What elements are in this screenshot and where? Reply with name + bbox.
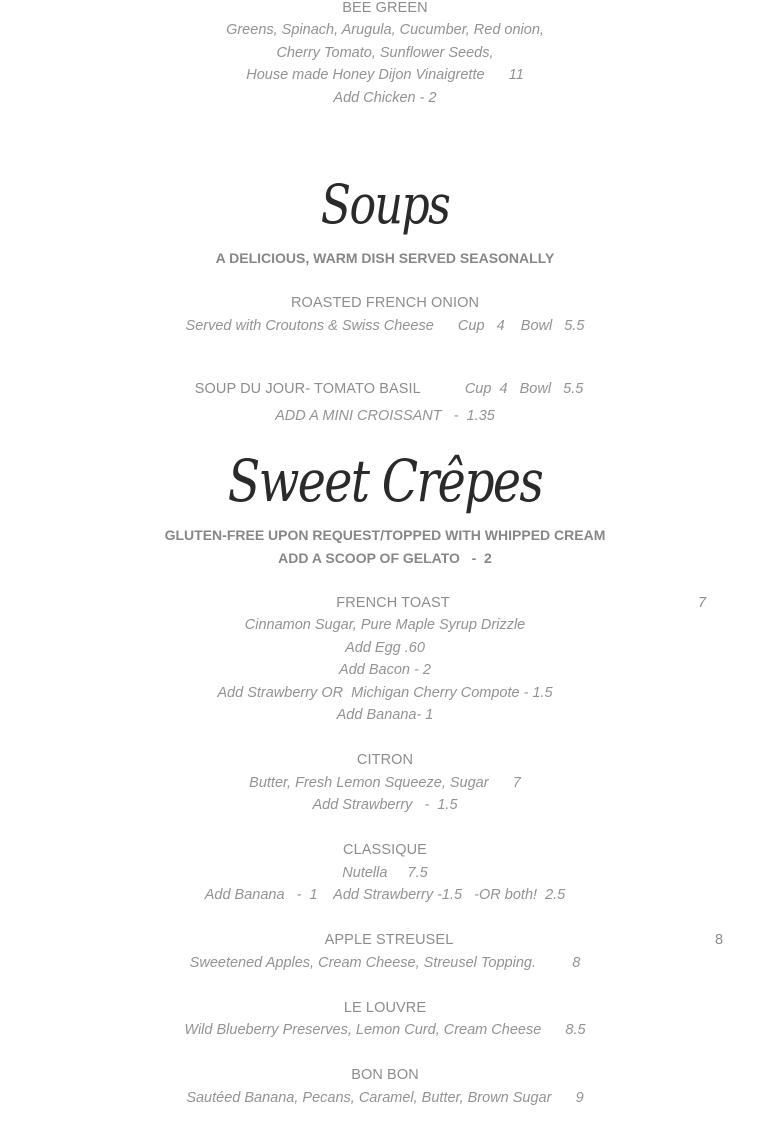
crepe-item-name: APPLE STREUSEL (324, 932, 454, 948)
crepe-item-line: Cinnamon Sugar, Pure Maple Syrup Drizzle (244, 617, 526, 633)
soup-du-jour-name: SOUP DU JOUR- TOMATO BASIL (194, 381, 421, 397)
crepe-item-line: Butter, Fresh Lemon Squeeze, Sugar 7 (249, 775, 521, 791)
crepe-item-name: CITRON (356, 752, 414, 768)
soups-title: Soups (320, 173, 450, 236)
crepes-title: Sweet Crêpes (227, 447, 543, 515)
salad-desc-2: Cherry Tomato, Sunflower Seeds, (276, 45, 494, 61)
crepe-item-name: CLASSIQUE (343, 842, 427, 858)
soup-du-jour-prices: Cup 4 Bowl 5.5 (464, 381, 584, 397)
salad-addon: Add Chicken - 2 (333, 90, 437, 106)
crepe-item-price: 8 (715, 932, 724, 948)
soups-subtitle: A DELICIOUS, WARM DISH SERVED SEASONALLY (215, 250, 555, 266)
crepes-subtitle-1: GLUTEN-FREE UPON REQUEST/TOPPED WITH WHIPPED CREAM (164, 527, 606, 543)
crepe-item-line: Add Strawberry OR Michigan Cherry Compote - 1.5 (217, 685, 553, 701)
salad-name: BEE GREEN (342, 0, 428, 16)
crepe-item-line: Sweetened Apples, Cream Cheese, Streusel Topping. 8 (189, 955, 581, 971)
crepe-item-line: Add Strawberry - 1.5 (312, 797, 458, 813)
crepe-item-name: LE LOUVRE (343, 1000, 427, 1016)
crepe-item-line: Nutella 7.5 (342, 865, 428, 881)
crepe-item-price: 7 (698, 595, 707, 611)
crepe-item-line: Add Banana - 1 Add Strawberry -1.5 -OR both! 2.5 (204, 887, 566, 903)
crepe-item-line: Wild Blueberry Preserves, Lemon Curd, Cream Cheese 8.5 (184, 1022, 586, 1038)
crepe-item-line: Add Banana- 1 (336, 707, 434, 723)
soup-item-desc: Served with Croutons & Swiss Cheese Cup 4 Bowl 5.5 (185, 318, 585, 334)
crepe-item-line: Add Bacon - 2 (339, 662, 431, 678)
crepe-item-line: Add Egg .60 (345, 640, 425, 656)
crepe-item-name: BON BON (351, 1067, 419, 1083)
salad-desc-3: House made Honey Dijon Vinaigrette 11 (246, 67, 524, 83)
soup-du-jour-row (0, 362, 770, 398)
salad-desc-1: Greens, Spinach, Arugula, Cucumber, Red onion, (226, 22, 544, 38)
crepe-item-name: FRENCH TOAST (336, 595, 450, 611)
soup-item-name: ROASTED FRENCH ONION (290, 295, 480, 311)
crepe-item-line: Sautéed Banana, Pecans, Caramel, Butter, Brown Sugar 9 (186, 1090, 584, 1106)
crepes-subtitle-2: ADD A SCOOP OF GELATO - 2 (278, 550, 492, 566)
soups-addon: ADD A MINI CROISSANT - 1.35 (275, 408, 495, 424)
